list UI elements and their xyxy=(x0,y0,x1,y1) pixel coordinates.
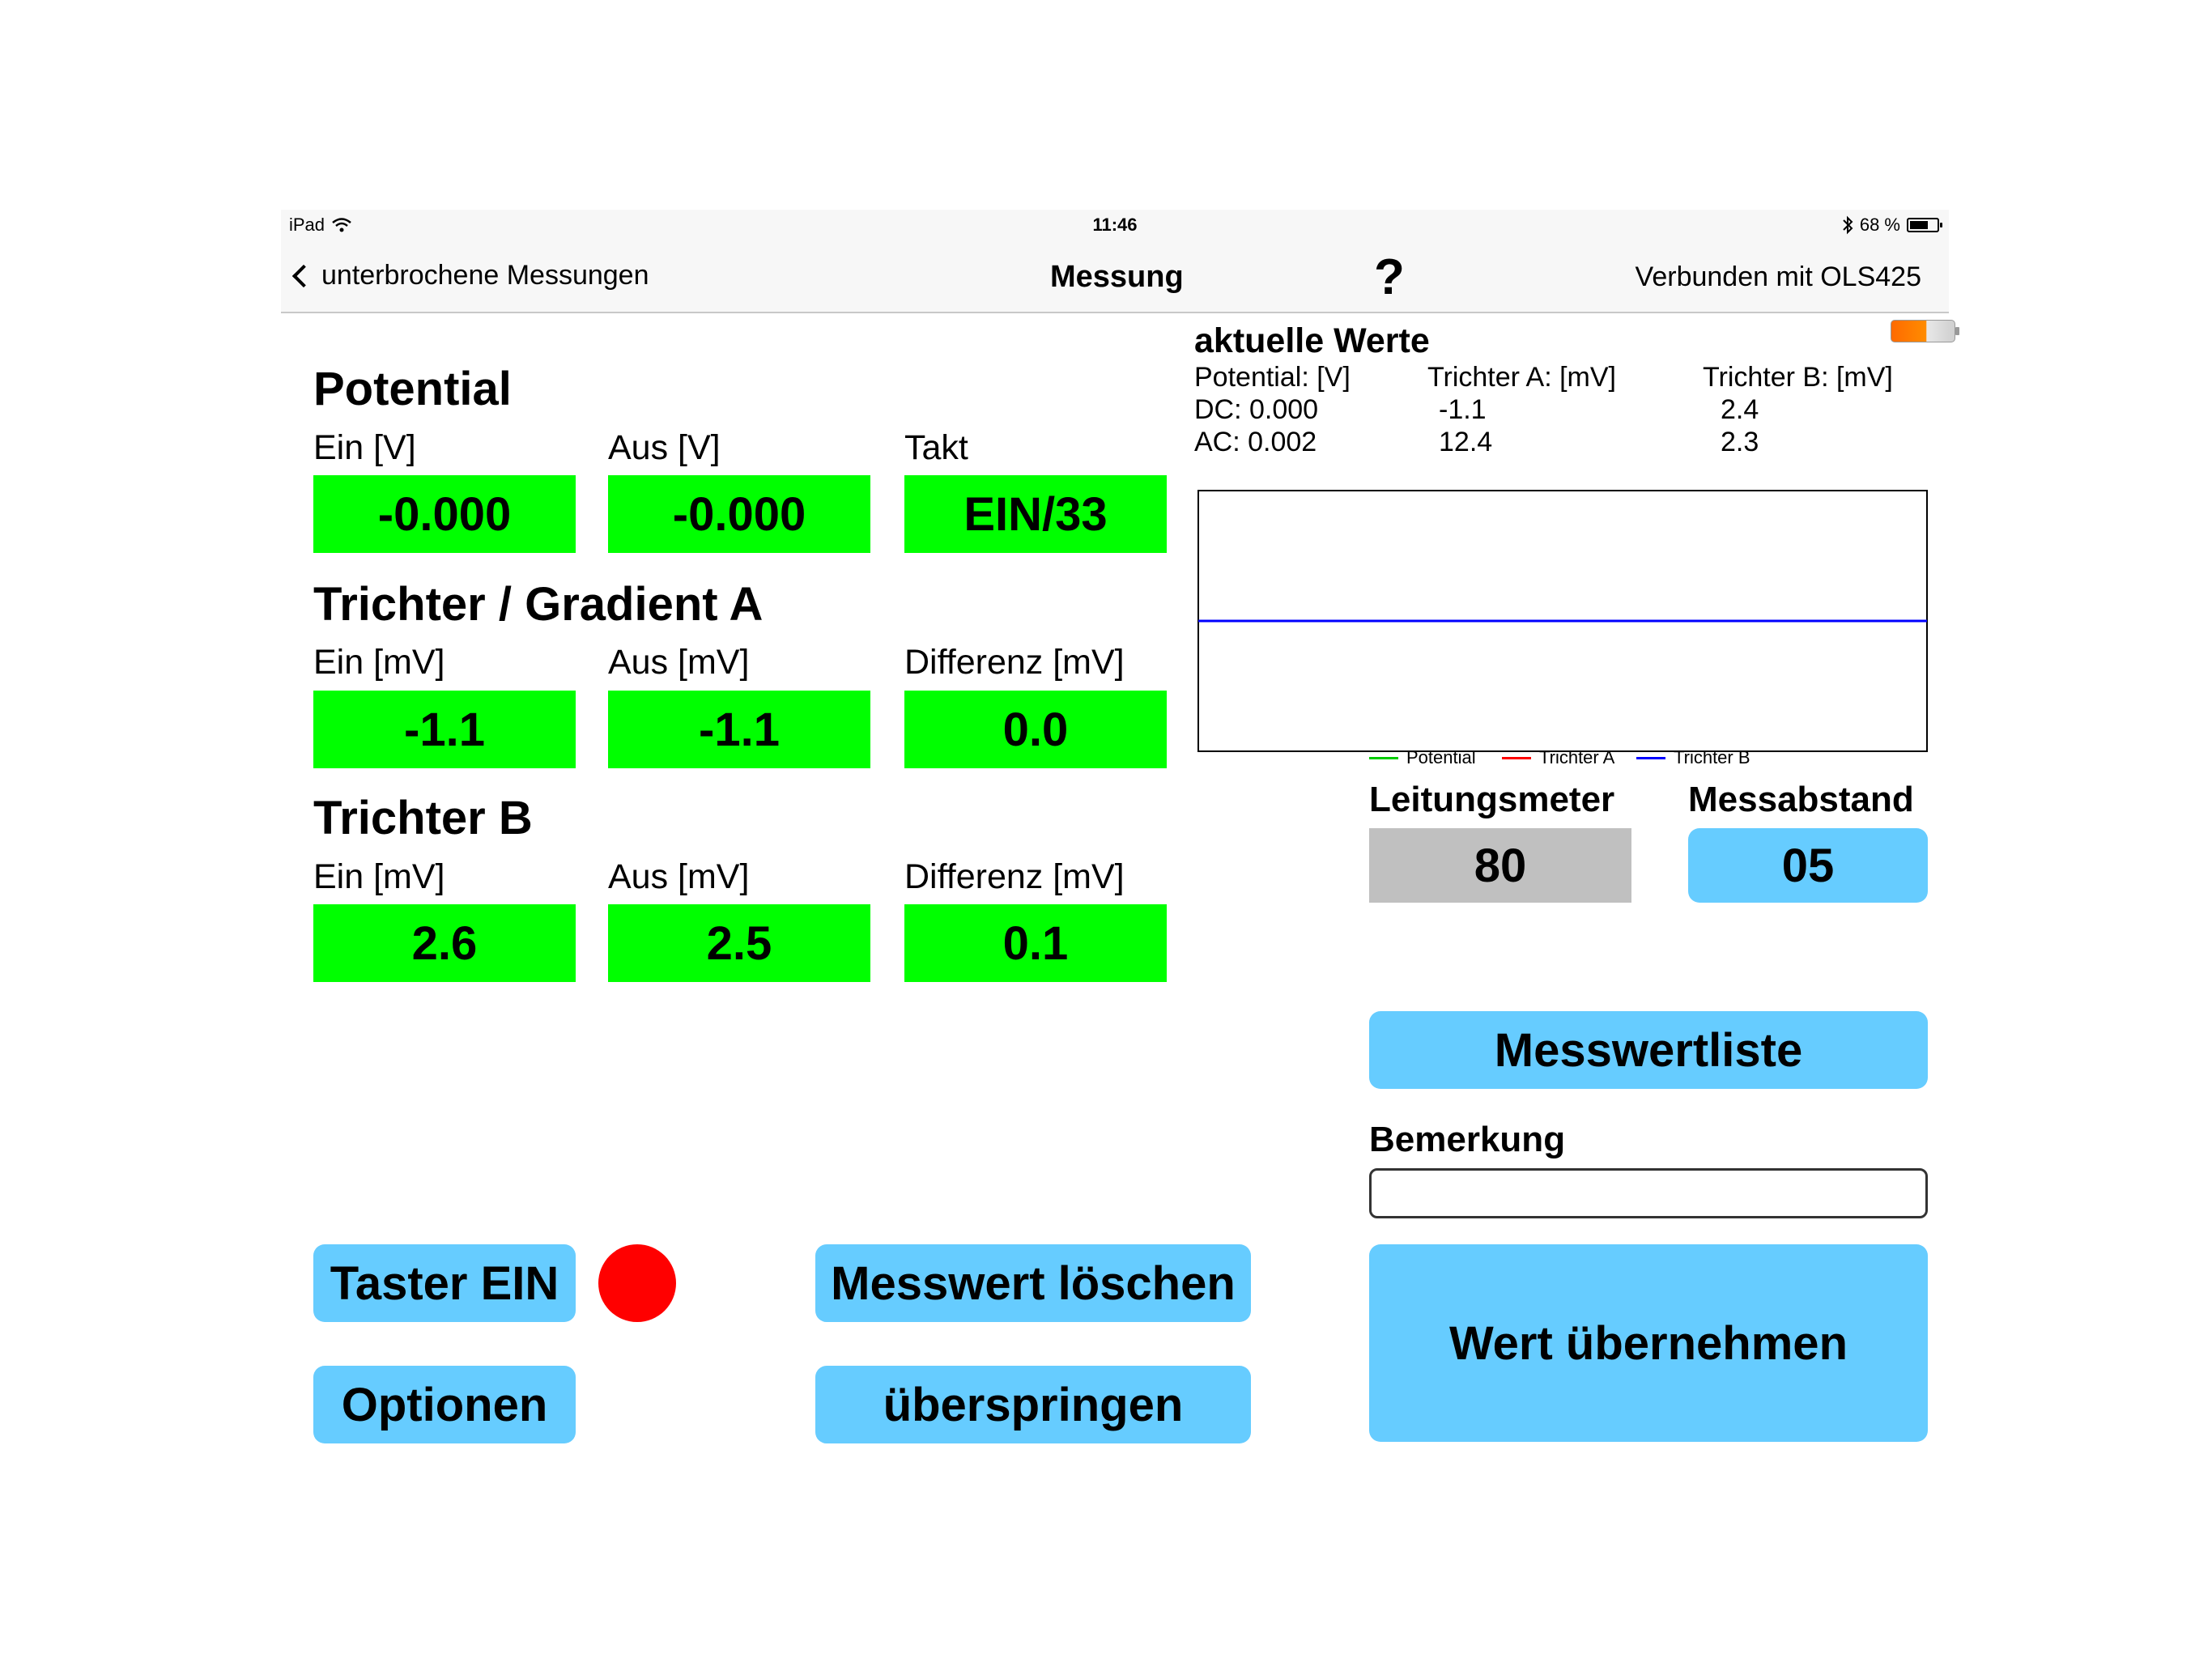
legend-trichter-a xyxy=(1502,747,1614,768)
bemerkung-label: Bemerkung xyxy=(1369,1120,1566,1159)
potential-ein-value: -0.000 xyxy=(313,475,576,553)
back-label: unterbrochene Messungen xyxy=(321,260,649,291)
current-values-title: aktuelle Werte xyxy=(1194,321,1430,360)
connection-status: Verbunden mit OLS425 xyxy=(1635,261,1921,292)
potential-ein-label: Ein [V] xyxy=(313,428,416,467)
legend-swatch-trichter-b xyxy=(1636,757,1665,759)
current-potential-dc: DC: 0.000 xyxy=(1194,394,1319,425)
legend-label-trichter-b: Trichter B xyxy=(1674,747,1750,767)
trichter-a-diff-value: 0.0 xyxy=(904,691,1167,768)
battery-percent: 68 % xyxy=(1859,215,1900,235)
line-chart xyxy=(1197,490,1928,752)
potential-takt-value: EIN/33 xyxy=(904,475,1167,553)
current-potential-ac: AC: 0.002 xyxy=(1194,427,1317,457)
messwert-loeschen-button[interactable]: Messwert löschen xyxy=(815,1244,1251,1322)
bluetooth-icon xyxy=(1842,215,1853,235)
leitungsmeter-field[interactable]: 80 xyxy=(1369,828,1631,903)
status-right xyxy=(1842,215,1939,236)
potential-takt-label: Takt xyxy=(904,428,968,467)
current-trichter-a-dc: -1.1 xyxy=(1439,394,1487,425)
legend-swatch-trichter-a xyxy=(1502,757,1531,759)
legend-potential xyxy=(1369,747,1476,768)
trichter-b-diff-label: Differenz [mV] xyxy=(904,857,1125,896)
current-trichter-b-ac: 2.3 xyxy=(1721,427,1759,457)
trichter-b-aus-label: Aus [mV] xyxy=(608,857,750,896)
optionen-button[interactable]: Optionen xyxy=(313,1366,576,1443)
legend-swatch-potential xyxy=(1369,757,1398,759)
potential-aus-label: Aus [V] xyxy=(608,428,721,467)
potential-title: Potential xyxy=(313,363,512,415)
trichter-a-aus-value: -1.1 xyxy=(608,691,870,768)
messwertliste-button[interactable]: Messwertliste xyxy=(1369,1011,1928,1089)
legend-trichter-b xyxy=(1636,747,1750,768)
current-trichter-b-dc: 2.4 xyxy=(1721,394,1759,425)
legend-label-potential: Potential xyxy=(1406,747,1476,767)
chevron-left-icon xyxy=(292,264,315,287)
help-button[interactable]: ? xyxy=(1374,249,1405,305)
wert-uebernehmen-button[interactable]: Wert übernehmen xyxy=(1369,1244,1928,1442)
trichter-b-ein-label: Ein [mV] xyxy=(313,857,445,896)
legend-label-trichter-a: Trichter A xyxy=(1539,747,1615,767)
status-time: 11:46 xyxy=(1092,215,1138,235)
bemerkung-input[interactable] xyxy=(1369,1168,1928,1218)
trichter-a-ein-value: -1.1 xyxy=(313,691,576,768)
ueberspringen-button[interactable]: überspringen xyxy=(815,1366,1251,1443)
taster-ein-button[interactable]: Taster EIN xyxy=(313,1244,576,1322)
current-trichter-a-ac: 12.4 xyxy=(1439,427,1493,457)
trichter-a-aus-label: Aus [mV] xyxy=(608,643,750,682)
current-trichter-b-header: Trichter B: [mV] xyxy=(1703,362,1893,393)
current-trichter-a-header: Trichter A: [mV] xyxy=(1427,362,1617,393)
trichter-b-diff-value: 0.1 xyxy=(904,904,1167,982)
app-screen xyxy=(281,210,1949,1456)
leitungsmeter-label: Leitungsmeter xyxy=(1369,780,1615,819)
trichter-a-diff-label: Differenz [mV] xyxy=(904,643,1125,682)
nav-title: Messung xyxy=(1050,260,1184,294)
record-indicator xyxy=(598,1244,676,1322)
messabstand-field[interactable]: 05 xyxy=(1688,828,1928,903)
trichter-a-title: Trichter / Gradient A xyxy=(313,578,764,631)
trichter-a-ein-label: Ein [mV] xyxy=(313,643,445,682)
device-battery-icon xyxy=(1891,320,1955,342)
messabstand-label: Messabstand xyxy=(1688,780,1914,819)
current-potential-header: Potential: [V] xyxy=(1194,362,1351,393)
top-bar xyxy=(281,210,1949,313)
potential-aus-value: -0.000 xyxy=(608,475,870,553)
battery-icon xyxy=(1907,218,1939,232)
trichter-b-ein-value: 2.6 xyxy=(313,904,576,982)
back-button[interactable] xyxy=(289,260,649,291)
device-name: iPad xyxy=(289,215,325,235)
trichter-b-aus-value: 2.5 xyxy=(608,904,870,982)
trichter-b-title: Trichter B xyxy=(313,792,533,844)
